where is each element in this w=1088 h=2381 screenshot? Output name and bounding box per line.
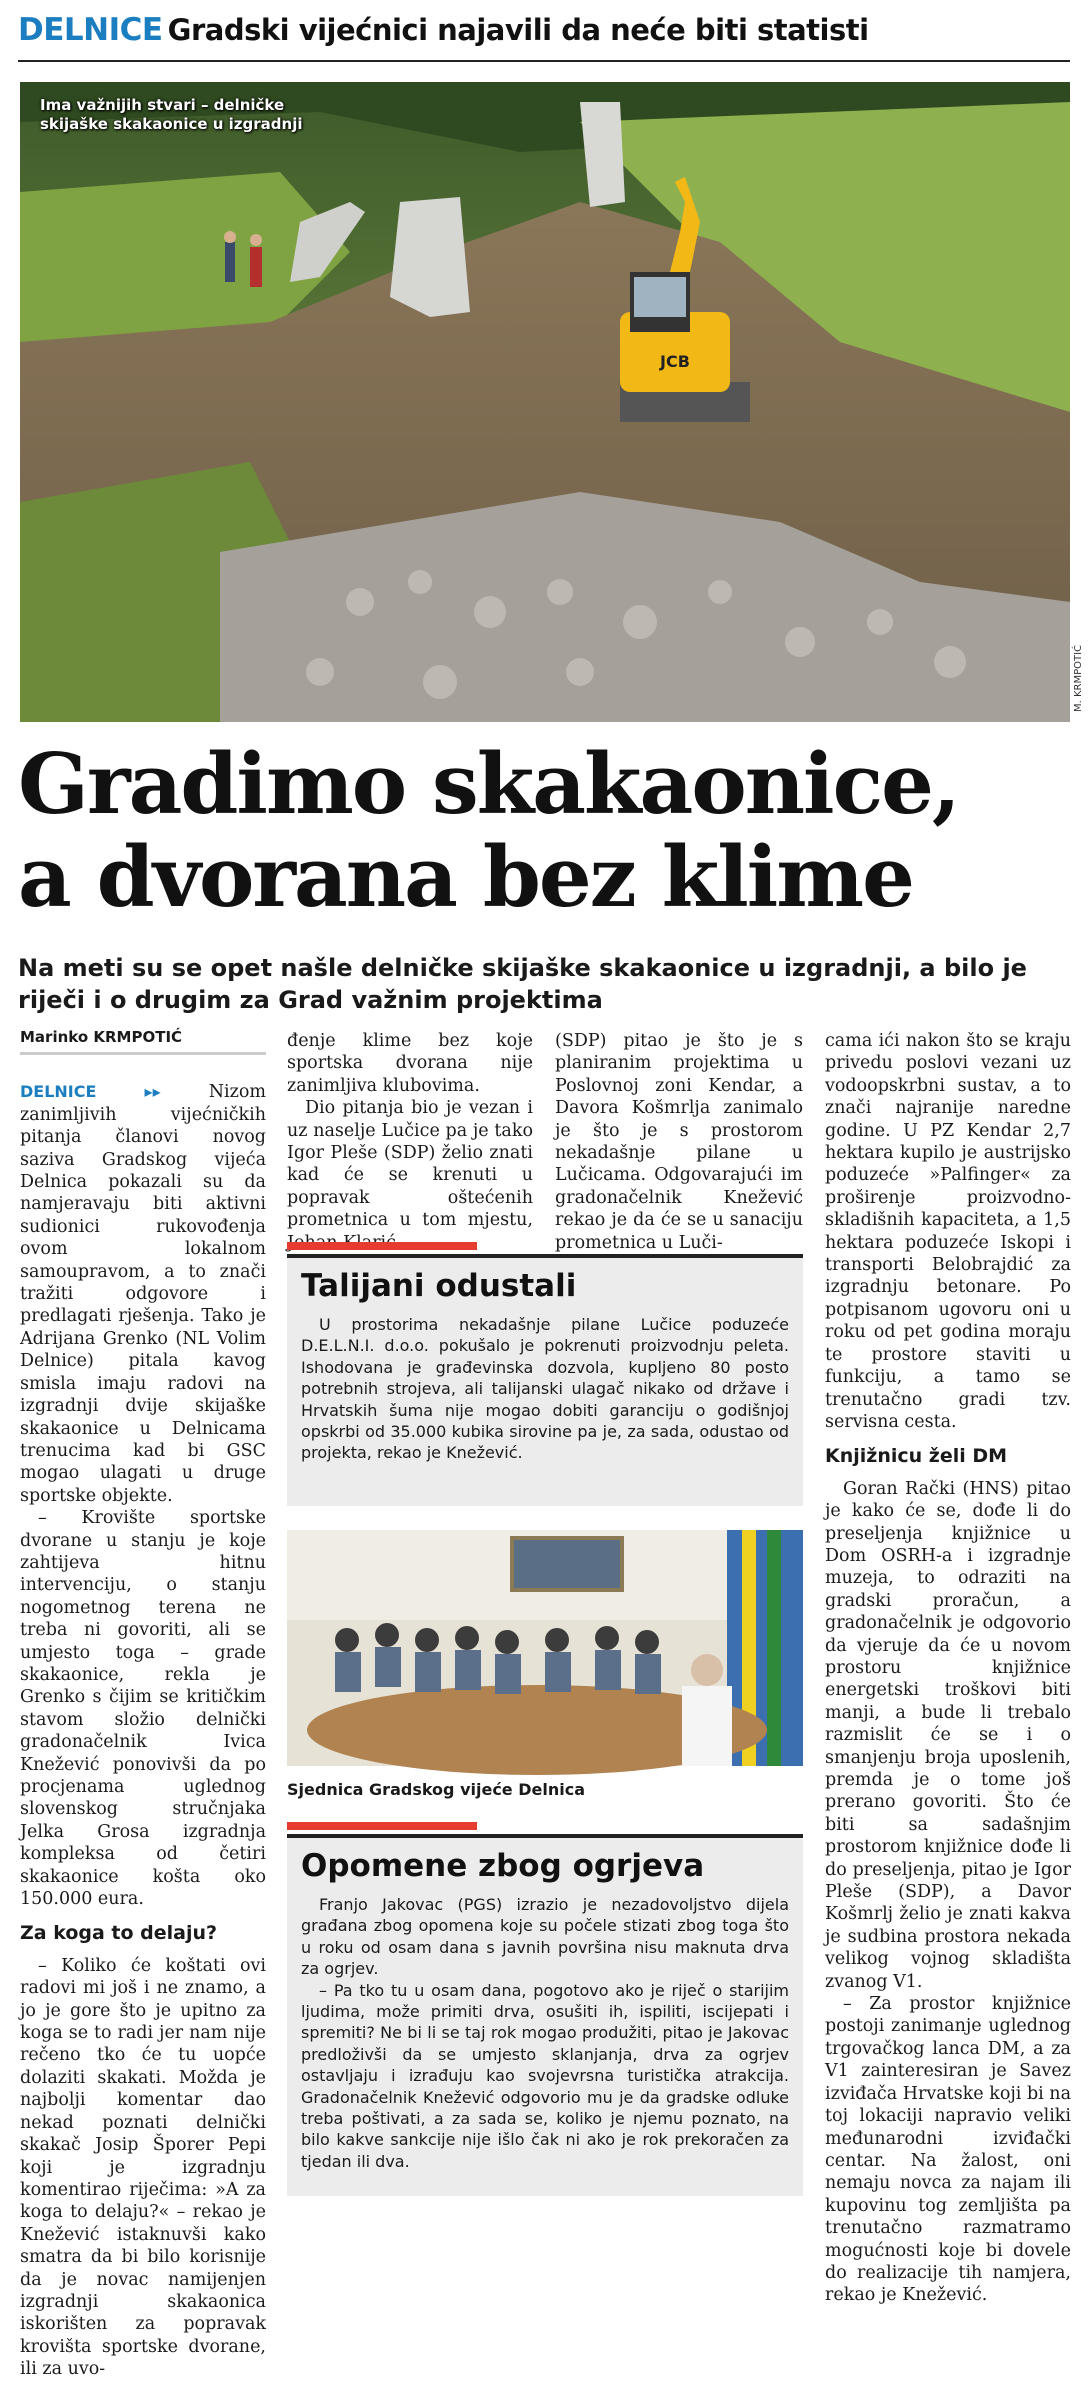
arrow-icon: ▸▸ <box>96 1082 209 1102</box>
council-photo <box>287 1530 803 1766</box>
column-1 <box>20 1026 266 2380</box>
headline: Gradimo skakaonice, a dvorana bez klime <box>18 735 959 926</box>
section-subheading: Knjižnicu želi DM <box>825 1445 1008 1468</box>
paragraph: đenje klime bez koje sportska dvorana nije zanimljiva klubovima. <box>287 1031 533 1096</box>
column-3-top <box>555 1030 803 1253</box>
box-text: U prostorima nekadašnje pilane Lučice poduzeće D.E.L.N.I. d.o.o. pokušalo je pokrenuti proizvodnju peleta. Ishodovana je građevinska dozvola, kupljeno 80 posto potrebnih strojeva, ali talijanski ulagač nikako od države i Hrvatskih šuma nije mogao dobiti garanciju o godišnjoj opskrbi od 35.000 kubika sirovine pa je, za sada, odustao od projekta, rekao je Knežević. <box>301 1315 789 1463</box>
paragraph: cama ići nakon što se kraju privedu poslovi vezani uz vodoopskrbni sustav, a to znači najranije naredne godine. U PZ Kendar 2,7 hektara kupilo je austrijsko poduzeće »Palfinger« za proširenje proizvodno-skladišnih kapaciteta, a 1,5 hektara poduzeće Iskopi i transporti Belobrajdić za izgradnju betonare. Po potpisanom ugovoru oni u roku od pet godina moraju te prostore staviti u funkciju, a tamo se trenutačno gradi tzv. servisna cesta. <box>825 1031 1071 1432</box>
section-header <box>18 12 1070 62</box>
main-photo <box>20 82 1070 722</box>
author-byline: Marinko KRMPOTIĆ <box>20 1026 266 1055</box>
photo2-caption: Sjednica Gradskog vijeće Delnica <box>287 1780 585 1799</box>
paragraph: (SDP) pitao je što je s planiranim projektima u Poslovnoj zoni Kendar, a Davora Košmrlja zanimalo je što je s prostorom nekadašnje pilane u Lučicama. Odgovarajući im gradonačelnik Knežević rekao je da će se u sanaciju prometnica u Luči- <box>555 1031 803 1253</box>
section-tag: DELNICE <box>18 12 163 48</box>
sidebar-box-talijani <box>287 1254 803 1506</box>
box-title: Opomene zbog ogrjeva <box>301 1848 705 1884</box>
ski-jump-construction-image <box>20 82 1070 722</box>
sidebar-box-opomene <box>287 1834 803 2196</box>
column-2-top <box>287 1030 533 1236</box>
accent-bar <box>287 1242 477 1250</box>
lead-paragraph: DELNICE ▸▸ Nizom zanimljivih vijećničkih pitanja članovi novog saziva Gradskog vijeća Delnica pokazali su da namjeravaju biti aktivni sudionici rukovođenja ovom lokalnom samoupravom, a to znači tražiti odgovore i predlagati rješenja. Tako je Adrijana Grenko (NL Volim Delnice) pitala kavog smisla imaju radovi na izgradnji dvije skijaške skakaonice u Delnicama trenucima kad bi GSC mogao ulagati u druge sportske objekte. <box>20 1082 266 1506</box>
paragraph: – Za prostor knjižnice postoji zanimanje uglednog trgovačkog lanca DM, a za V1 zainteresiran je Savez izviđača Hrvatske koji bi na toj lokaciji napravio veliki međunarodni izviđački centar. Na žalost, oni nemaju novca za najam ili kupovinu tog zemljišta pa trenutačno razmatramo mogućnosti koje bi dovele do realizacije tih namjera, rekao je Knežević. <box>825 1994 1072 2306</box>
paragraph: Goran Rački (HNS) pitao je kako će se, dođe li do preseljenja knjižnice u Dom OSRH-a i izgradnje muzeja, to odraziti na gradski proračun, a gradonačelnik je odgovorio da vjeruje da će u novom prostoru knjižnice energetski troškovi biti manji, a bude li trebalo razmislit će se i o smanjenju broja uposlenih, premda je o tome još prerano govoriti. Što će biti sa sadašnjim prostorom knjižnice dođe li do preseljenja, pitao je Igor Pleše (SDP), a Davor Košmrlj želio je znati kakva je sudbina prostora nekada velikog vojnog skladišta zvanog V1. <box>825 1478 1071 1992</box>
header-topline: Gradski vijećnici najavili da neće biti statisti <box>167 13 869 47</box>
paragraph: Dio pitanja bio je vezan i uz naselje Lučice pa je tako Igor Pleše (SDP) želio znati kad će se krenuti u popravak oštećenih prometnica u tom mjestu, <box>287 1098 533 1231</box>
box-title: Talijani odustali <box>301 1268 577 1304</box>
paragraph: – Koliko će koštati ovi radovi mi još i ne znamo, a jo je gore što je upitno za koga se to radi jer nam nije rečeno tko će tu uopće dolaziti skakati. Možda je najbolji komentar dao nekad poznati delnički skakač Josip Šporer Pepi koji je izgradnju komentirao riječima: »A za koga to delaju?« – rekao je Knežević istaknuvši kako smatra da bi bilo korisnije da je novac namijenjen izgradnji skakaonica iskorišten za popravak krovišta sportske dvorane, ili za uvo- <box>20 1955 266 2380</box>
paragraph: – Krovište sportske dvorane u stanju je koje zahtijeva hitnu intervenciju, o stanju nogometnog terena ne treba ni govoriti, ali se umjesto toga – grade skakaonice, rekla je Grenko s čijim se kritičkim stavom složio delnički gradonačelnik Ivica Knežević ponovivši da po procjenama uglednog slovenskog stručnjaka Jelka Grosa izgradnja kompleksa od četiri skakaonice košta oko 150.000 eura. <box>20 1508 266 1910</box>
photo-caption: Ima važnijih stvari – delničke skijaške skakaonice u izgradnji <box>40 96 303 133</box>
lead-tag: DELNICE <box>20 1082 97 1102</box>
accent-bar <box>287 1822 477 1830</box>
section-subheading: Za koga to delaju? <box>20 1922 218 1945</box>
column-4 <box>825 1030 1072 2306</box>
svg-text:JCB: JCB <box>660 352 690 371</box>
council-meeting-image <box>287 1530 803 1766</box>
photo-credit: M. KRMPOTIĆ <box>1073 644 1084 712</box>
box-text: Franjo Jakovac (PGS) izrazio je nezadovoljstvo dijela građana zbog opomena koje su počele stizati zbog toga što u roku od osam dana s javnih površina nisu maknuta drva za ogrjev. – Pa tko tu u osam dana, pogotovo ako je riječ o starijim ljudima, može primiti drva, osušiti ih, ispiliti, iscijepati i spremiti? Ne bi li se taj rok mogao produžiti, pitao je Jakovac predloživši da se umjesto sklanjanja, drva za ogrjev ostavljaju i izrađuju kao svojevrsna turistička atrakcija. Gradonačelnik Knežević odgovorio mu je da gradske odluke treba poštivati, a za sada se, koliko je njemu poznato, na bilo kakve sankcije nije išlo čak ni ako je rok prekoračen za tjedan ili dva. <box>301 1895 789 2171</box>
subheadline: Na meti su se opet našle delničke skijaške skakaonice u izgradnji, a bilo je riječi i o drugim za Grad važnim projektima <box>18 954 1027 1014</box>
